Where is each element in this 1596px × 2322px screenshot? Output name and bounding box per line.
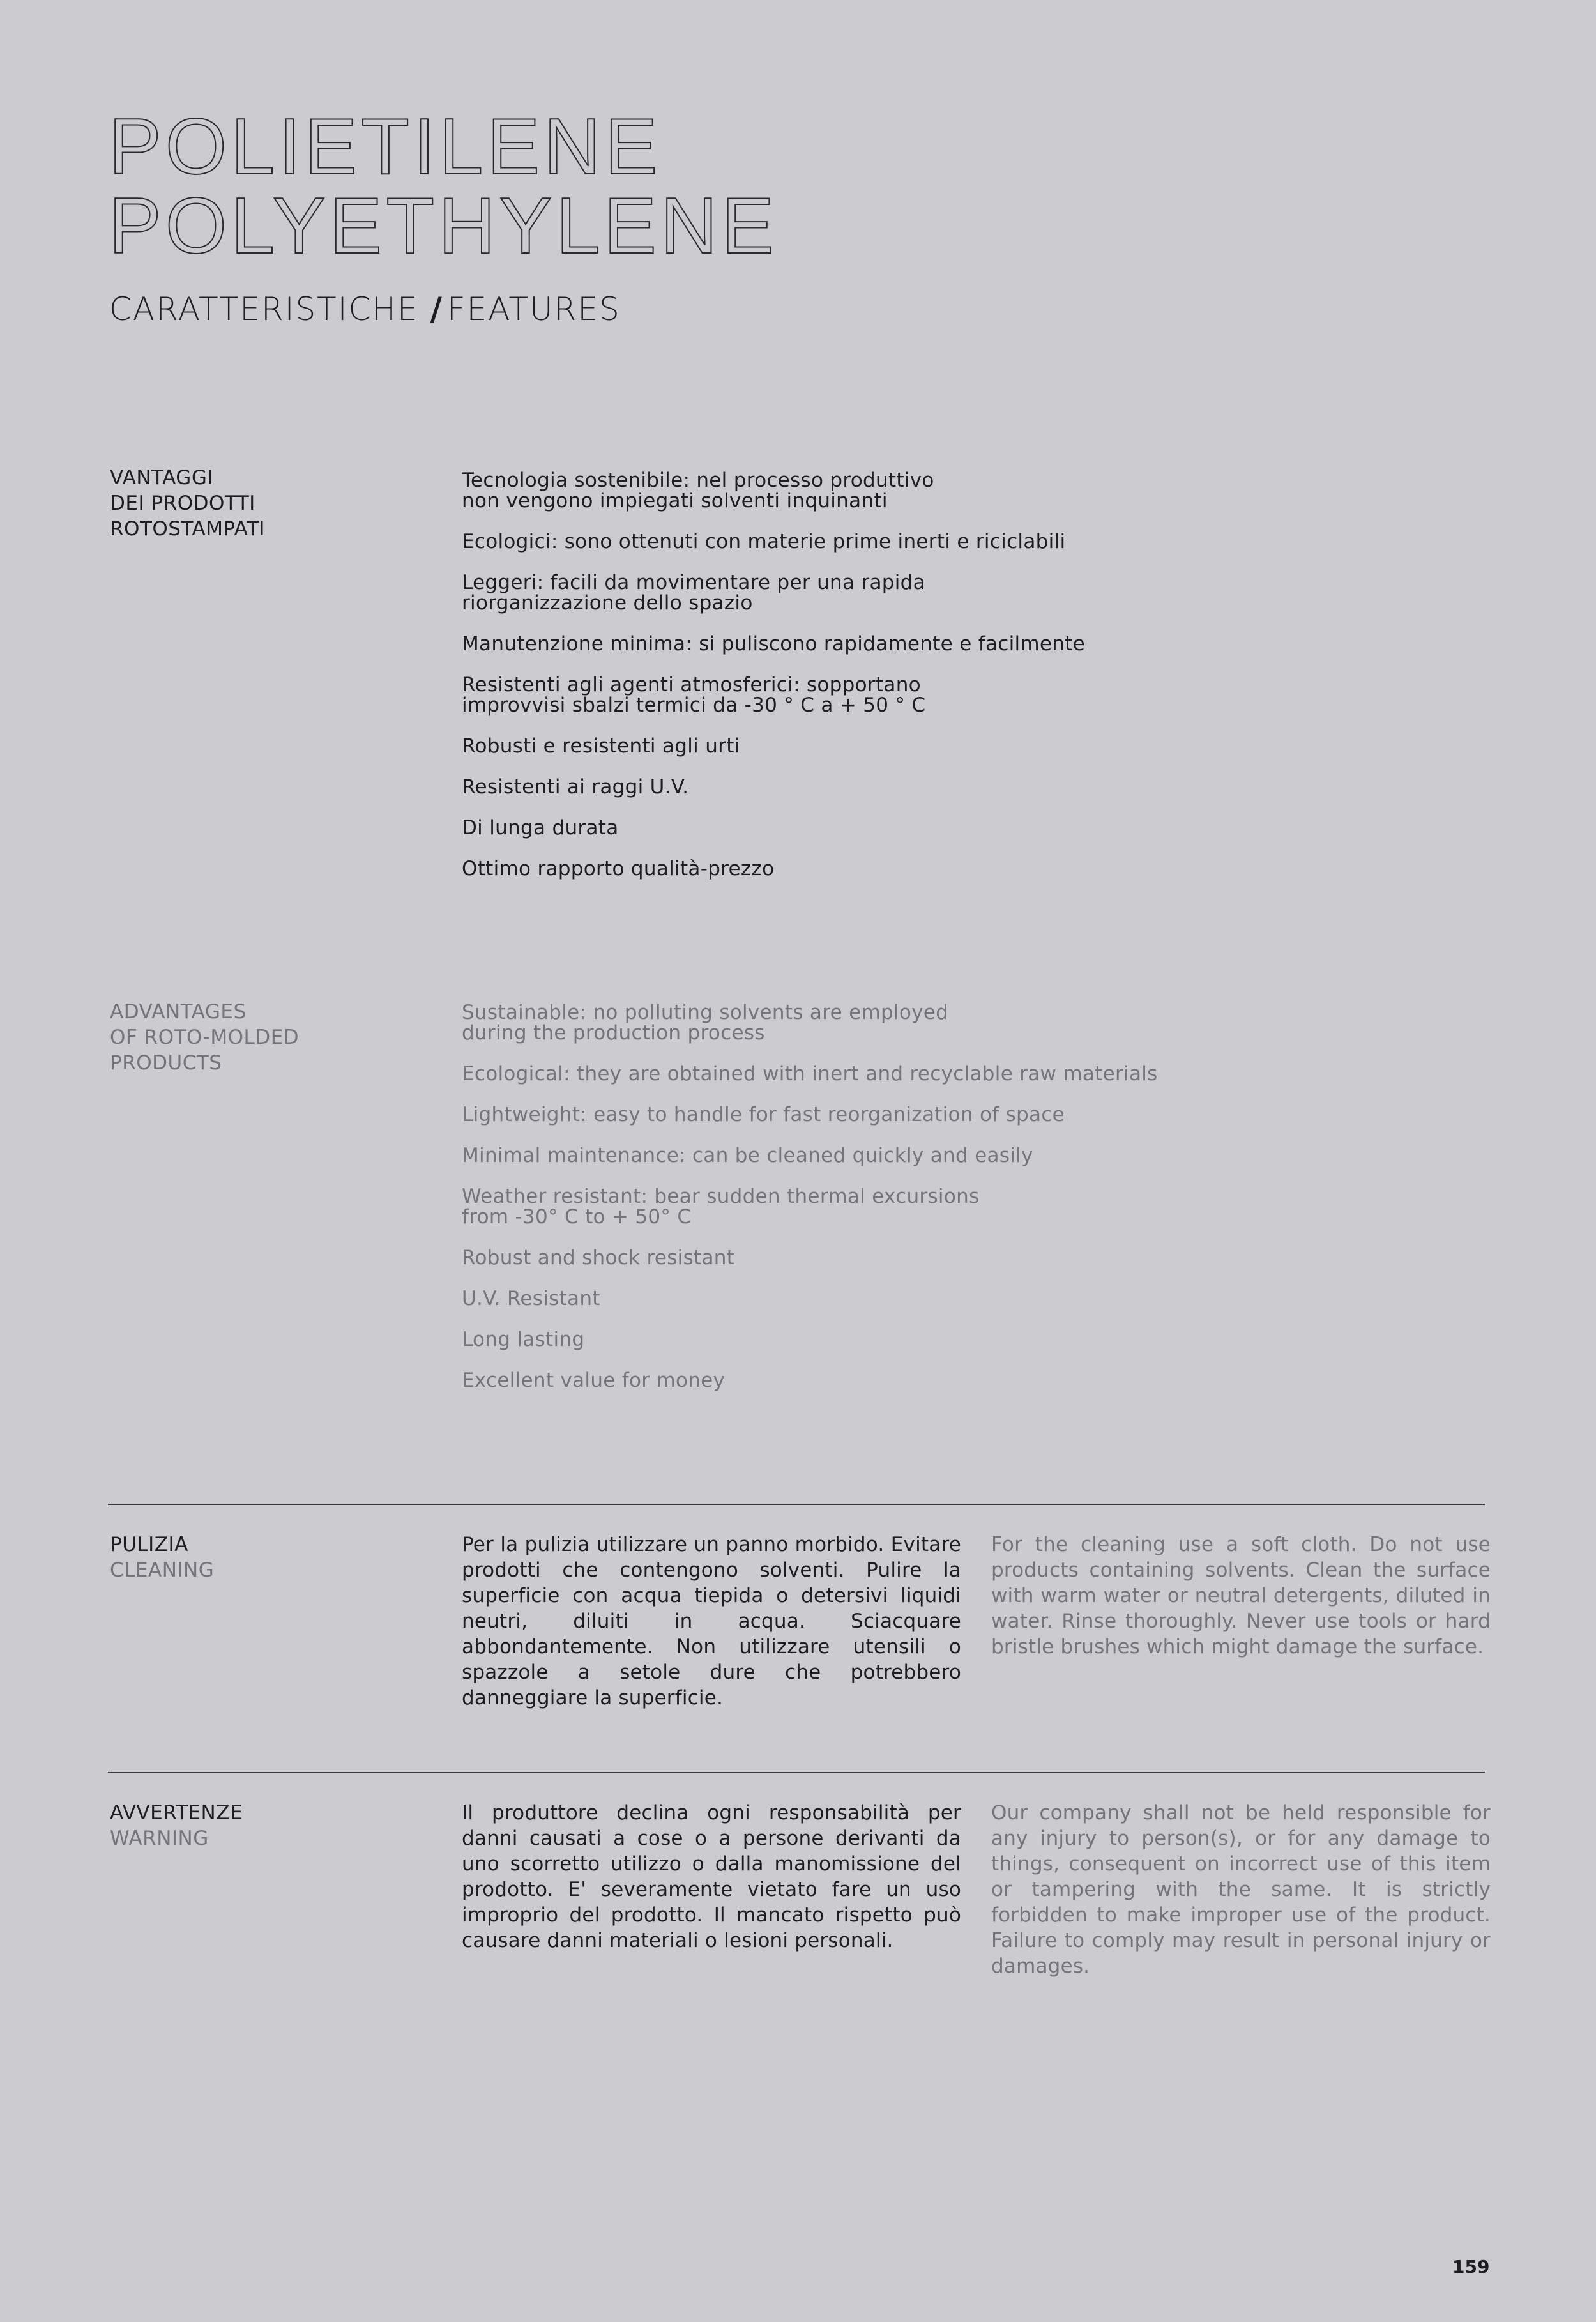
list-item: Manutenzione minima: si puliscono rapidamente e facilmente [462,632,1086,655]
list-item: Ottimo rapporto qualità-prezzo [462,857,775,880]
subtitle-italian: CARATTERISTICHE [109,291,419,328]
list-item: Resistenti ai raggi U.V. [462,775,689,798]
subtitle-english: FEATURES [446,291,621,328]
list-item: Weather resistant: bear sudden thermal excursions from -30° C to + 50° C [462,1185,980,1228]
cleaning-text-english: For the cleaning use a soft cloth. Do not use products containing solvents. Clean the surface with warm water or neutral detergents, diluted in water. Rinse thoroughly. Never use tools or hard bristle brushes which might damage the surface. [991,1533,1491,1658]
title-line-italian: POLIETILENE [109,103,662,191]
advantages-list-english [462,1002,1292,1411]
list-item: Sustainable: no polluting solvents are employed during the production process [462,1001,949,1044]
list-item: Resistenti agli agenti atmosferici: sopportano improvvisi sbalzi termici da -30 ° C a + 50 ° C [462,673,926,717]
divider [108,1772,1485,1773]
list-item: Robusti e resistenti agli urti [462,735,740,758]
list-item: Lightweight: easy to handle for fast reorganization of space [462,1103,1065,1126]
subtitle-separator: / [430,291,443,328]
warning-label-italian: AVVERTENZE [110,1801,243,1824]
list-item: Excellent value for money [462,1369,726,1392]
warning-text-italian: Il produttore declina ogni responsabilità per danni causati a cose o a persone derivanti da uno scorretto utilizzo o dalla manomissione del prodotto. E' severamente vietato fare un uso improprio del prodotto. Il mancato rispetto può causare danni materiali o lesioni personali. [462,1801,961,1952]
list-item: Leggeri: facili da movimentare per una rapida riorganizzazione dello spazio [462,571,925,615]
list-item: Ecologici: sono ottenuti con materie prime inerti e riciclabili [462,530,1066,553]
list-item: Long lasting [462,1328,585,1351]
advantages-label-italian: VANTAGGI DEI PRODOTTI ROTOSTAMPATI [110,466,266,540]
list-item: Ecological: they are obtained with inert and recyclable raw materials [462,1062,1158,1085]
section-subtitle [109,291,621,328]
warning-label-english: WARNING [110,1827,209,1850]
title-line-english: POLYETHYLENE [109,182,779,270]
cleaning-text-italian: Per la pulizia utilizzare un panno morbido. Evitare prodotti che contengono solventi. Pulire la superficie con acqua tiepida o detersivi liquidi neutri, diluiti in acqua. Sciacquare abbondantemente. Non utilizzare utensili o spazzole a setole dure che potrebbero danneggiare la superficie. [462,1533,961,1709]
divider [108,1504,1485,1505]
cleaning-label-italian: PULIZIA [110,1533,188,1556]
cleaning-label-english: CLEANING [110,1559,215,1582]
list-item: Tecnologia sostenibile: nel processo produttivo non vengono impiegati solventi inquinanti [462,469,934,512]
page-title [109,103,1130,270]
warning-text-english: Our company shall not be held responsible for any injury to person(s), or for any damage to things, consequent on incorrect use of this item or tampering with the same. It is strictly forbidden to make improper use of the product. Failure to comply may result in personal injury or damages. [991,1801,1491,1978]
page-number: 159 [1452,2256,1490,2277]
list-item: U.V. Resistant [462,1287,600,1310]
list-item: Minimal maintenance: can be cleaned quickly and easily [462,1144,1033,1167]
advantages-list-italian [462,470,1292,899]
list-item: Di lunga durata [462,816,619,839]
list-item: Robust and shock resistant [462,1246,735,1269]
advantages-label-english: ADVANTAGES OF ROTO-MOLDED PRODUCTS [110,1000,300,1074]
